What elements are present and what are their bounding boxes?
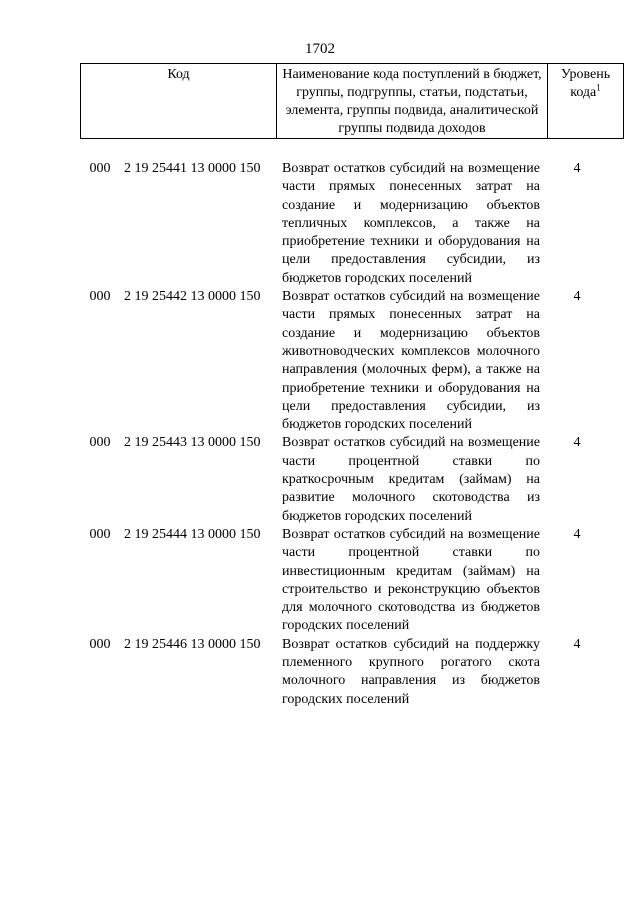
row-level: 4 (573, 289, 581, 305)
header-level-label: Уровень кода (560, 67, 611, 100)
row-description: Возврат остатков субсидий на поддержку племенного крупного рогатого скота молочного направления из бюджетов городских поселений (282, 636, 540, 707)
page-number: 1702 (305, 41, 335, 57)
header-level-cell (548, 64, 624, 139)
row-admin-code: 000 (89, 636, 111, 652)
row-level: 4 (573, 526, 581, 542)
row-description: Возврат остатков субсидий на возмещение части прямых понесенных затрат на создание и модернизацию объектов животноводческих комплексов молочного направления (молочных ферм), а также на приобретение техники и оборудования на цели предоставления субсидии, из бюджетов городских поселений (282, 289, 540, 433)
table-header (80, 63, 624, 139)
row-budget-code: 2 19 25443 13 0000 150 (124, 435, 261, 451)
row-description: Возврат остатков субсидий на возмещение части процентной ставки по инвестиционным кредитам (займам) на строительство и реконструкцию объектов для молочного скотоводства из бюджетов городских поселений (282, 526, 540, 634)
header-name-cell: Наименование кода поступлений в бюджет, группы, подгруппы, статьи, подстатьи, элемента, группы подвида, аналитической группы подвида доходов (277, 64, 548, 139)
row-level: 4 (573, 435, 581, 451)
row-admin-code: 000 (89, 161, 111, 176)
row-description: Возврат остатков субсидий на возмещение части процентной ставки по краткосрочным кредитам (займам) на развитие молочного скотоводства из бюджетов городских поселений (282, 435, 540, 524)
table-row (80, 526, 612, 636)
header-code-cell: Код (81, 64, 277, 139)
row-budget-code: 2 19 25446 13 0000 150 (124, 636, 261, 652)
row-budget-code: 2 19 25441 13 0000 150 (124, 161, 261, 176)
row-admin-code: 000 (89, 435, 111, 451)
row-budget-code: 2 19 25442 13 0000 150 (124, 289, 261, 305)
table-row (80, 160, 612, 288)
table-row (80, 636, 612, 709)
table-row (80, 434, 612, 525)
row-level: 4 (573, 636, 581, 652)
row-level: 4 (573, 161, 581, 176)
table-body (80, 160, 612, 709)
row-budget-code: 2 19 25444 13 0000 150 (124, 526, 261, 542)
row-admin-code: 000 (89, 526, 111, 542)
row-description: Возврат остатков субсидий на возмещение части прямых понесенных затрат на создание и модернизацию объектов тепличных комплексов, а также на приобретение техники и оборудования на цели предоставления субсидии, из бюджетов городских поселений (282, 161, 540, 286)
table-row (80, 288, 612, 434)
header-level-footnote: 1 (596, 82, 601, 93)
row-admin-code: 000 (89, 289, 111, 305)
